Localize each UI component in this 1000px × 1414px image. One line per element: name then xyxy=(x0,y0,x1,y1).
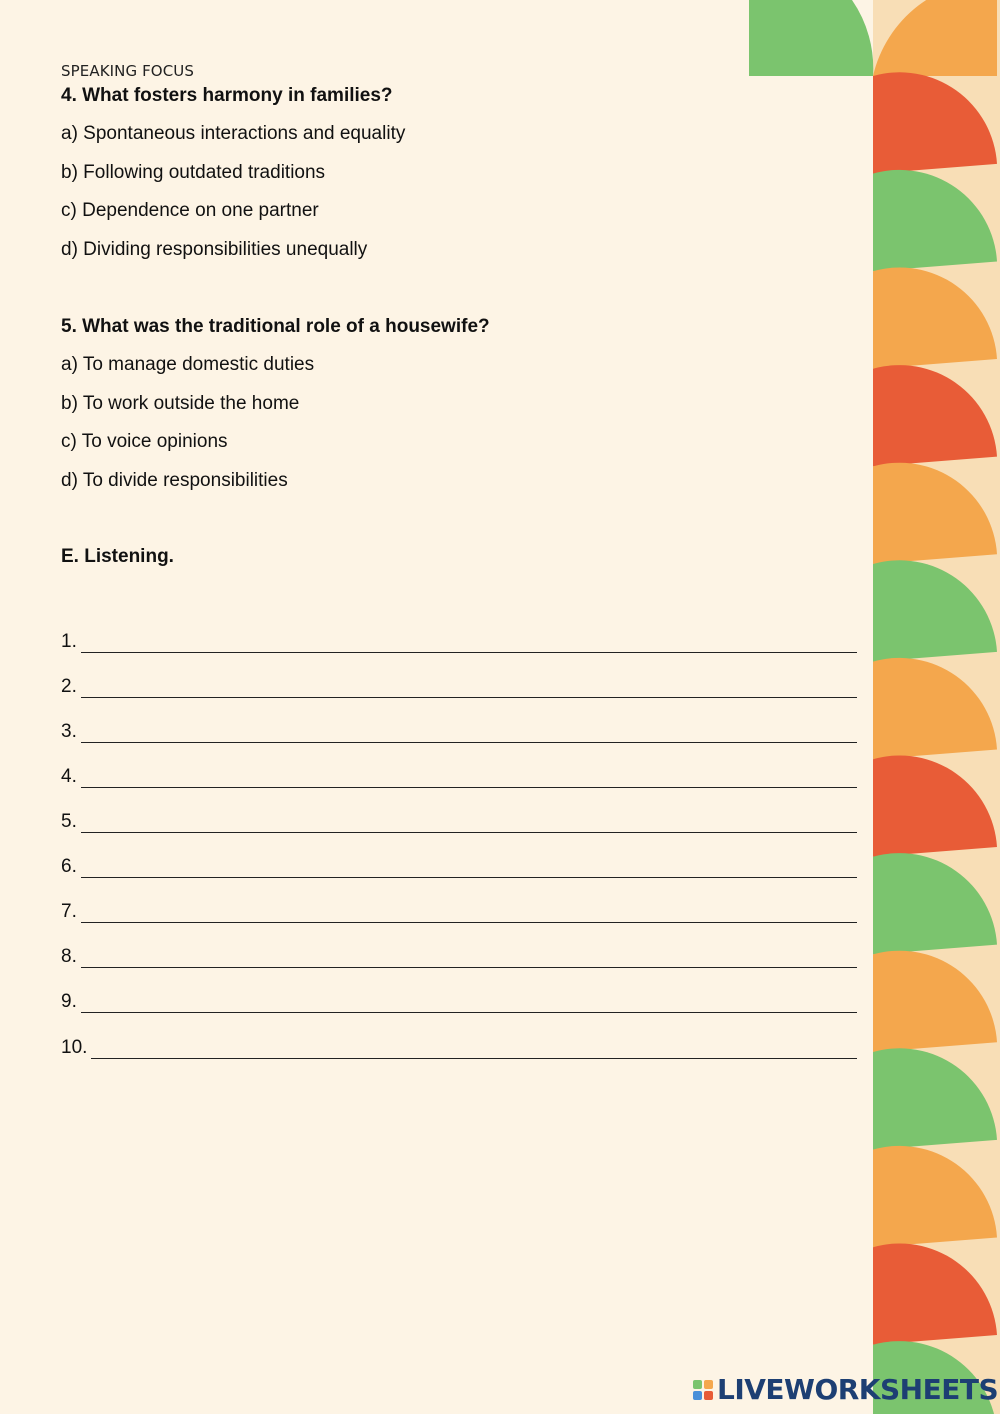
answer-number: 1. xyxy=(61,631,77,652)
question-5-option-b: b) To work outside the home xyxy=(61,393,300,414)
answer-number: 8. xyxy=(61,946,77,967)
listening-answer-line-10[interactable] xyxy=(61,1037,857,1059)
listening-answer-line-7[interactable] xyxy=(61,901,857,923)
answer-number: 3. xyxy=(61,721,77,742)
listening-answer-line-1[interactable] xyxy=(61,631,857,653)
question-4-option-d: d) Dividing responsibilities unequally xyxy=(61,239,368,260)
question-4-option-c: c) Dependence on one partner xyxy=(61,200,319,221)
listening-answer-line-5[interactable] xyxy=(61,811,857,833)
answer-blank[interactable] xyxy=(91,1040,857,1059)
answer-number: 7. xyxy=(61,901,77,922)
listening-answer-line-9[interactable] xyxy=(61,991,857,1013)
answer-blank[interactable] xyxy=(81,769,857,788)
question-5-option-d: d) To divide responsibilities xyxy=(61,470,288,491)
question-5-title: 5. What was the traditional role of a housewife? xyxy=(61,316,490,337)
answer-blank[interactable] xyxy=(81,994,857,1013)
listening-answer-line-3[interactable] xyxy=(61,721,857,743)
answer-number: 2. xyxy=(61,676,77,697)
liveworksheets-logo-text: LIVEWORKSHEETS xyxy=(717,1373,999,1406)
answer-number: 5. xyxy=(61,811,77,832)
answer-blank[interactable] xyxy=(81,724,857,743)
answer-blank[interactable] xyxy=(81,859,857,878)
answer-blank[interactable] xyxy=(81,904,857,923)
question-4-option-a: a) Spontaneous interactions and equality xyxy=(61,123,406,144)
answer-number: 9. xyxy=(61,991,77,1012)
listening-section-title: E. Listening. xyxy=(61,546,174,567)
listening-answer-line-6[interactable] xyxy=(61,856,857,878)
answer-blank[interactable] xyxy=(81,949,857,968)
liveworksheets-logo[interactable] xyxy=(693,1373,998,1406)
answer-number: 6. xyxy=(61,856,77,877)
listening-answer-line-4[interactable] xyxy=(61,766,857,788)
listening-answer-line-2[interactable] xyxy=(61,676,857,698)
question-4-title: 4. What fosters harmony in families? xyxy=(61,85,393,106)
liveworksheets-logo-icon xyxy=(693,1380,713,1400)
listening-answer-line-8[interactable] xyxy=(61,946,857,968)
answer-number: 10. xyxy=(61,1037,88,1058)
section-kicker: SPEAKING FOCUS xyxy=(61,62,194,80)
green-quarter-circle-shape xyxy=(749,0,873,76)
answer-blank[interactable] xyxy=(81,634,857,653)
question-4-option-b: b) Following outdated traditions xyxy=(61,162,326,183)
answer-number: 4. xyxy=(61,766,77,787)
question-5-option-a: a) To manage domestic duties xyxy=(61,354,315,375)
answer-blank[interactable] xyxy=(81,814,857,833)
question-5-option-c: c) To voice opinions xyxy=(61,431,228,452)
answer-blank[interactable] xyxy=(81,679,857,698)
